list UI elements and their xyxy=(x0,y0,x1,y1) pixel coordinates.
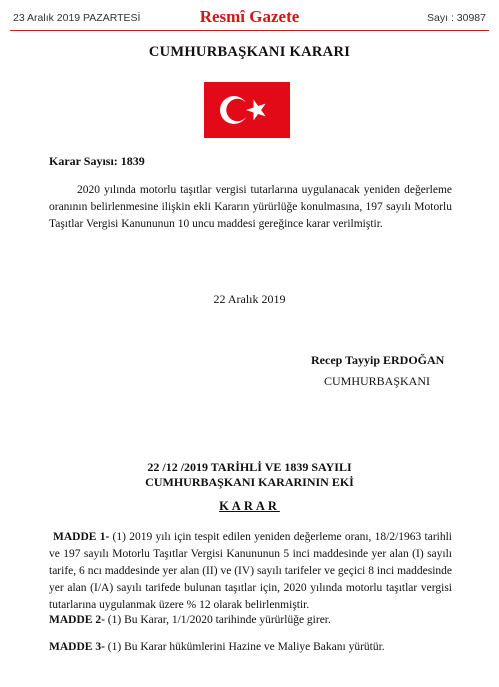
article-3-text: (1) Bu Karar hükümlerini Hazine ve Maliye Bakanı yürütür. xyxy=(107,641,385,653)
article-2 xyxy=(49,612,452,629)
gazette-title: Resmî Gazete xyxy=(199,7,300,26)
article-3-label: MADDE 3- xyxy=(49,641,105,653)
annex-heading: KARAR xyxy=(219,499,280,513)
gazette-header xyxy=(0,0,499,32)
article-3 xyxy=(49,639,452,656)
signature-date: 22 Aralık 2019 xyxy=(213,292,286,306)
signer-name xyxy=(311,353,444,368)
signer-first-name: Recep Tayyip xyxy=(311,353,381,367)
article-1-label: MADDE 1- xyxy=(53,531,110,543)
annex-title-line1: 22 /12 /2019 TARİHLİ VE 1839 SAYILI xyxy=(147,460,352,474)
decree-type-title: CUMHURBAŞKANI KARARI xyxy=(148,44,351,60)
turkish-flag-icon xyxy=(204,82,290,138)
article-2-text: (1) Bu Karar, 1/1/2020 tarihinde yürürlüğe girer. xyxy=(107,614,331,626)
article-2-label: MADDE 2- xyxy=(49,614,105,626)
issue-date: 23 Aralık 2019 PAZARTESİ xyxy=(13,12,141,24)
annex-title xyxy=(0,460,499,490)
signer-last-name: ERDOĞAN xyxy=(383,353,445,367)
article-1-text: (1) 2019 yılı için tespit edilen yeniden değerleme oranı, 18/2/1963 tarihli ve 197 sayılı Motorlu Taşıtlar Vergisi Kanununun 5 inci maddesinde yer alan (I) sayılı tarife, 6 ncı maddesinde yer alan (II) ve (IV) sayılı tarifeler ve geçici 8 inci maddesinde yer alan (I/A) sayılı tarifede bulunan taşıtlar için, 2020 yılında motorlu taşıtlar vergisi tutarlarına uygulanmak üzere % 12 olarak belirlenmiştir. xyxy=(49,531,452,611)
annex-title-line2: CUMHURBAŞKANI KARARININ EKİ xyxy=(145,475,354,489)
article-1 xyxy=(49,529,452,614)
signer-title: CUMHURBAŞKANI xyxy=(324,374,431,388)
issue-number: Sayı : 30987 xyxy=(427,12,486,24)
intro-paragraph: 2020 yılında motorlu taşıtlar vergisi tutarlarına uygulanacak yeniden değerleme oranının belirlenmesine ilişkin ekli Kararın yürürlüğe konulmasına, 197 sayılı Motorlu Taşıtlar Vergisi Kanununun 10 uncu maddesi gereğince karar verilmiştir. xyxy=(49,184,452,230)
decision-number: Karar Sayısı: 1839 xyxy=(49,154,145,168)
header-divider xyxy=(10,30,489,31)
